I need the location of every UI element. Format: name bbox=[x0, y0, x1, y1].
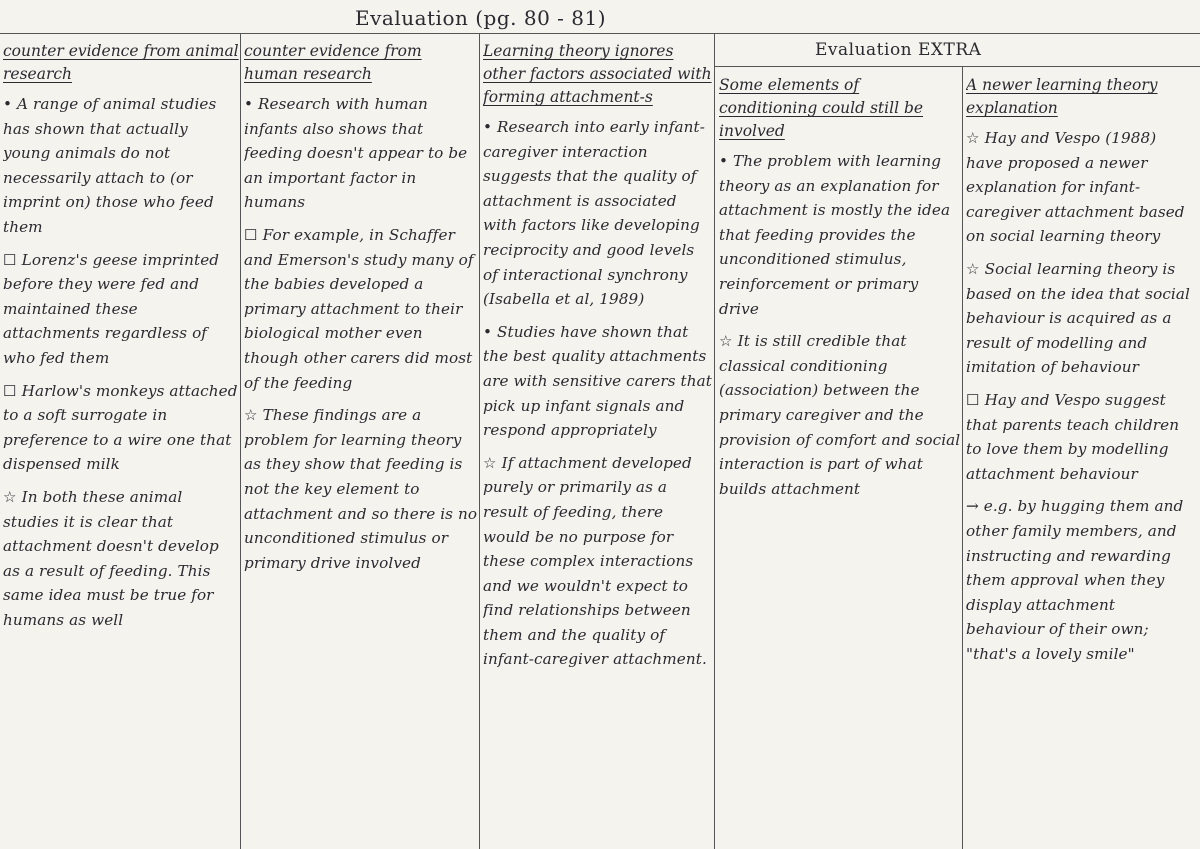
extra-section-title: Evaluation EXTRA bbox=[815, 40, 982, 60]
note-paragraph: ☆ In both these animal studies it is clear that attachment doesn't develop as a result of feeding. This same idea must be true for humans as well bbox=[3, 487, 219, 629]
note-paragraph: ☆ It is still credible that classical conditioning (association) between the primary caregiver and the provision of comfort and social interaction is part of what builds attachment bbox=[719, 332, 961, 498]
note-paragraph: ☐ Lorenz's geese imprinted before they were fed and maintained these attachments regardless of who fed them bbox=[3, 250, 220, 367]
column-divider bbox=[962, 66, 963, 849]
star-icon: ☆ bbox=[966, 259, 980, 278]
checkbox-icon: ☐ bbox=[244, 225, 258, 244]
column-divider bbox=[479, 33, 480, 849]
column-heading: Some elements of conditioning could still be involved bbox=[719, 76, 924, 140]
checkbox-icon: ☐ bbox=[966, 390, 980, 409]
column-human-research bbox=[244, 40, 478, 845]
note-paragraph: ☐ Hay and Vespo suggest that parents teach children to love them by modelling attachment behaviour bbox=[966, 390, 1180, 483]
note-paragraph: ☐ For example, in Schaffer and Emerson's study many of the babies developed a primary attachment to their biological mother even though other carers did most of the feeding bbox=[244, 225, 474, 392]
extra-rule bbox=[714, 66, 1200, 67]
note-paragraph: ☆ Social learning theory is based on the idea that social behaviour is acquired as a result of modelling and imitation of behaviour bbox=[966, 259, 1190, 377]
bullet-icon: • bbox=[3, 95, 13, 113]
column-conditioning bbox=[719, 74, 961, 844]
arrow-right-icon: → bbox=[966, 497, 979, 516]
note-paragraph: • A range of animal studies has shown that actually young animals do not necessarily attach to (or imprint on) those who feed them bbox=[3, 95, 217, 236]
note-paragraph: • Research into early infant-caregiver interaction suggests that the quality of attachment is associated with factors like developing reciprocity and good levels of interactional synchrony (Isabella et al, 1989) bbox=[483, 118, 705, 309]
star-icon: ☆ bbox=[483, 453, 497, 472]
column-heading: counter evidence from human research bbox=[244, 42, 422, 83]
star-icon: ☆ bbox=[244, 406, 258, 425]
column-heading: A newer learning theory explanation bbox=[966, 76, 1158, 117]
star-icon: ☆ bbox=[966, 129, 980, 147]
column-heading: counter evidence from animal research bbox=[3, 42, 239, 83]
note-paragraph: ☆ These findings are a problem for learning theory as they show that feeding is not the key element to attachment and so there is no unconditioned stimulus or primary drive involved bbox=[244, 406, 478, 572]
checkbox-icon: ☐ bbox=[3, 381, 17, 400]
note-paragraph: ☐ Harlow's monkeys attached to a soft surrogate in preference to a wire one that dispensed milk bbox=[3, 381, 238, 474]
note-paragraph: • Studies have shown that the best quality attachments are with sensitive carers that pick up infant signals and respond appropriately bbox=[483, 322, 713, 440]
title-rule bbox=[0, 33, 1200, 34]
bullet-icon: • bbox=[483, 322, 493, 341]
column-animal-research bbox=[3, 40, 239, 845]
note-paragraph: • The problem with learning theory as an explanation for attachment is mostly the idea that feeding provides the unconditioned stimulus, reinforcement or primary drive bbox=[719, 152, 951, 318]
note-paragraph: • Research with human infants also shows that feeding doesn't appear to be an important factor in humans bbox=[244, 95, 468, 212]
page-title: Evaluation (pg. 80 - 81) bbox=[355, 6, 607, 30]
star-icon: ☆ bbox=[3, 487, 17, 506]
star-icon: ☆ bbox=[719, 332, 733, 351]
note-paragraph: ☆ If attachment developed purely or primarily as a result of feeding, there would be no purpose for these complex interactions and we wouldn't expect to find relationships between them and the quality of infant-caregiver attachment. bbox=[483, 453, 707, 669]
column-divider bbox=[714, 33, 715, 849]
note-paragraph: ☆ Hay and Vespo (1988) have proposed a newer explanation for infant-caregiver attachment based on social learning theory bbox=[966, 129, 1185, 246]
column-newer-theory bbox=[966, 74, 1198, 844]
column-divider bbox=[240, 33, 241, 849]
bullet-icon: • bbox=[483, 118, 493, 136]
bullet-icon: • bbox=[719, 152, 729, 170]
checkbox-icon: ☐ bbox=[3, 250, 17, 269]
column-heading: Learning theory ignores other factors associated with forming attachment-s bbox=[483, 42, 712, 106]
bullet-icon: • bbox=[244, 95, 254, 113]
note-paragraph: → e.g. by hugging them and other family members, and instructing and rewarding them approval when they display attachment behaviour of their own; "that's a lovely smile" bbox=[966, 497, 1184, 663]
column-other-factors bbox=[483, 40, 713, 845]
